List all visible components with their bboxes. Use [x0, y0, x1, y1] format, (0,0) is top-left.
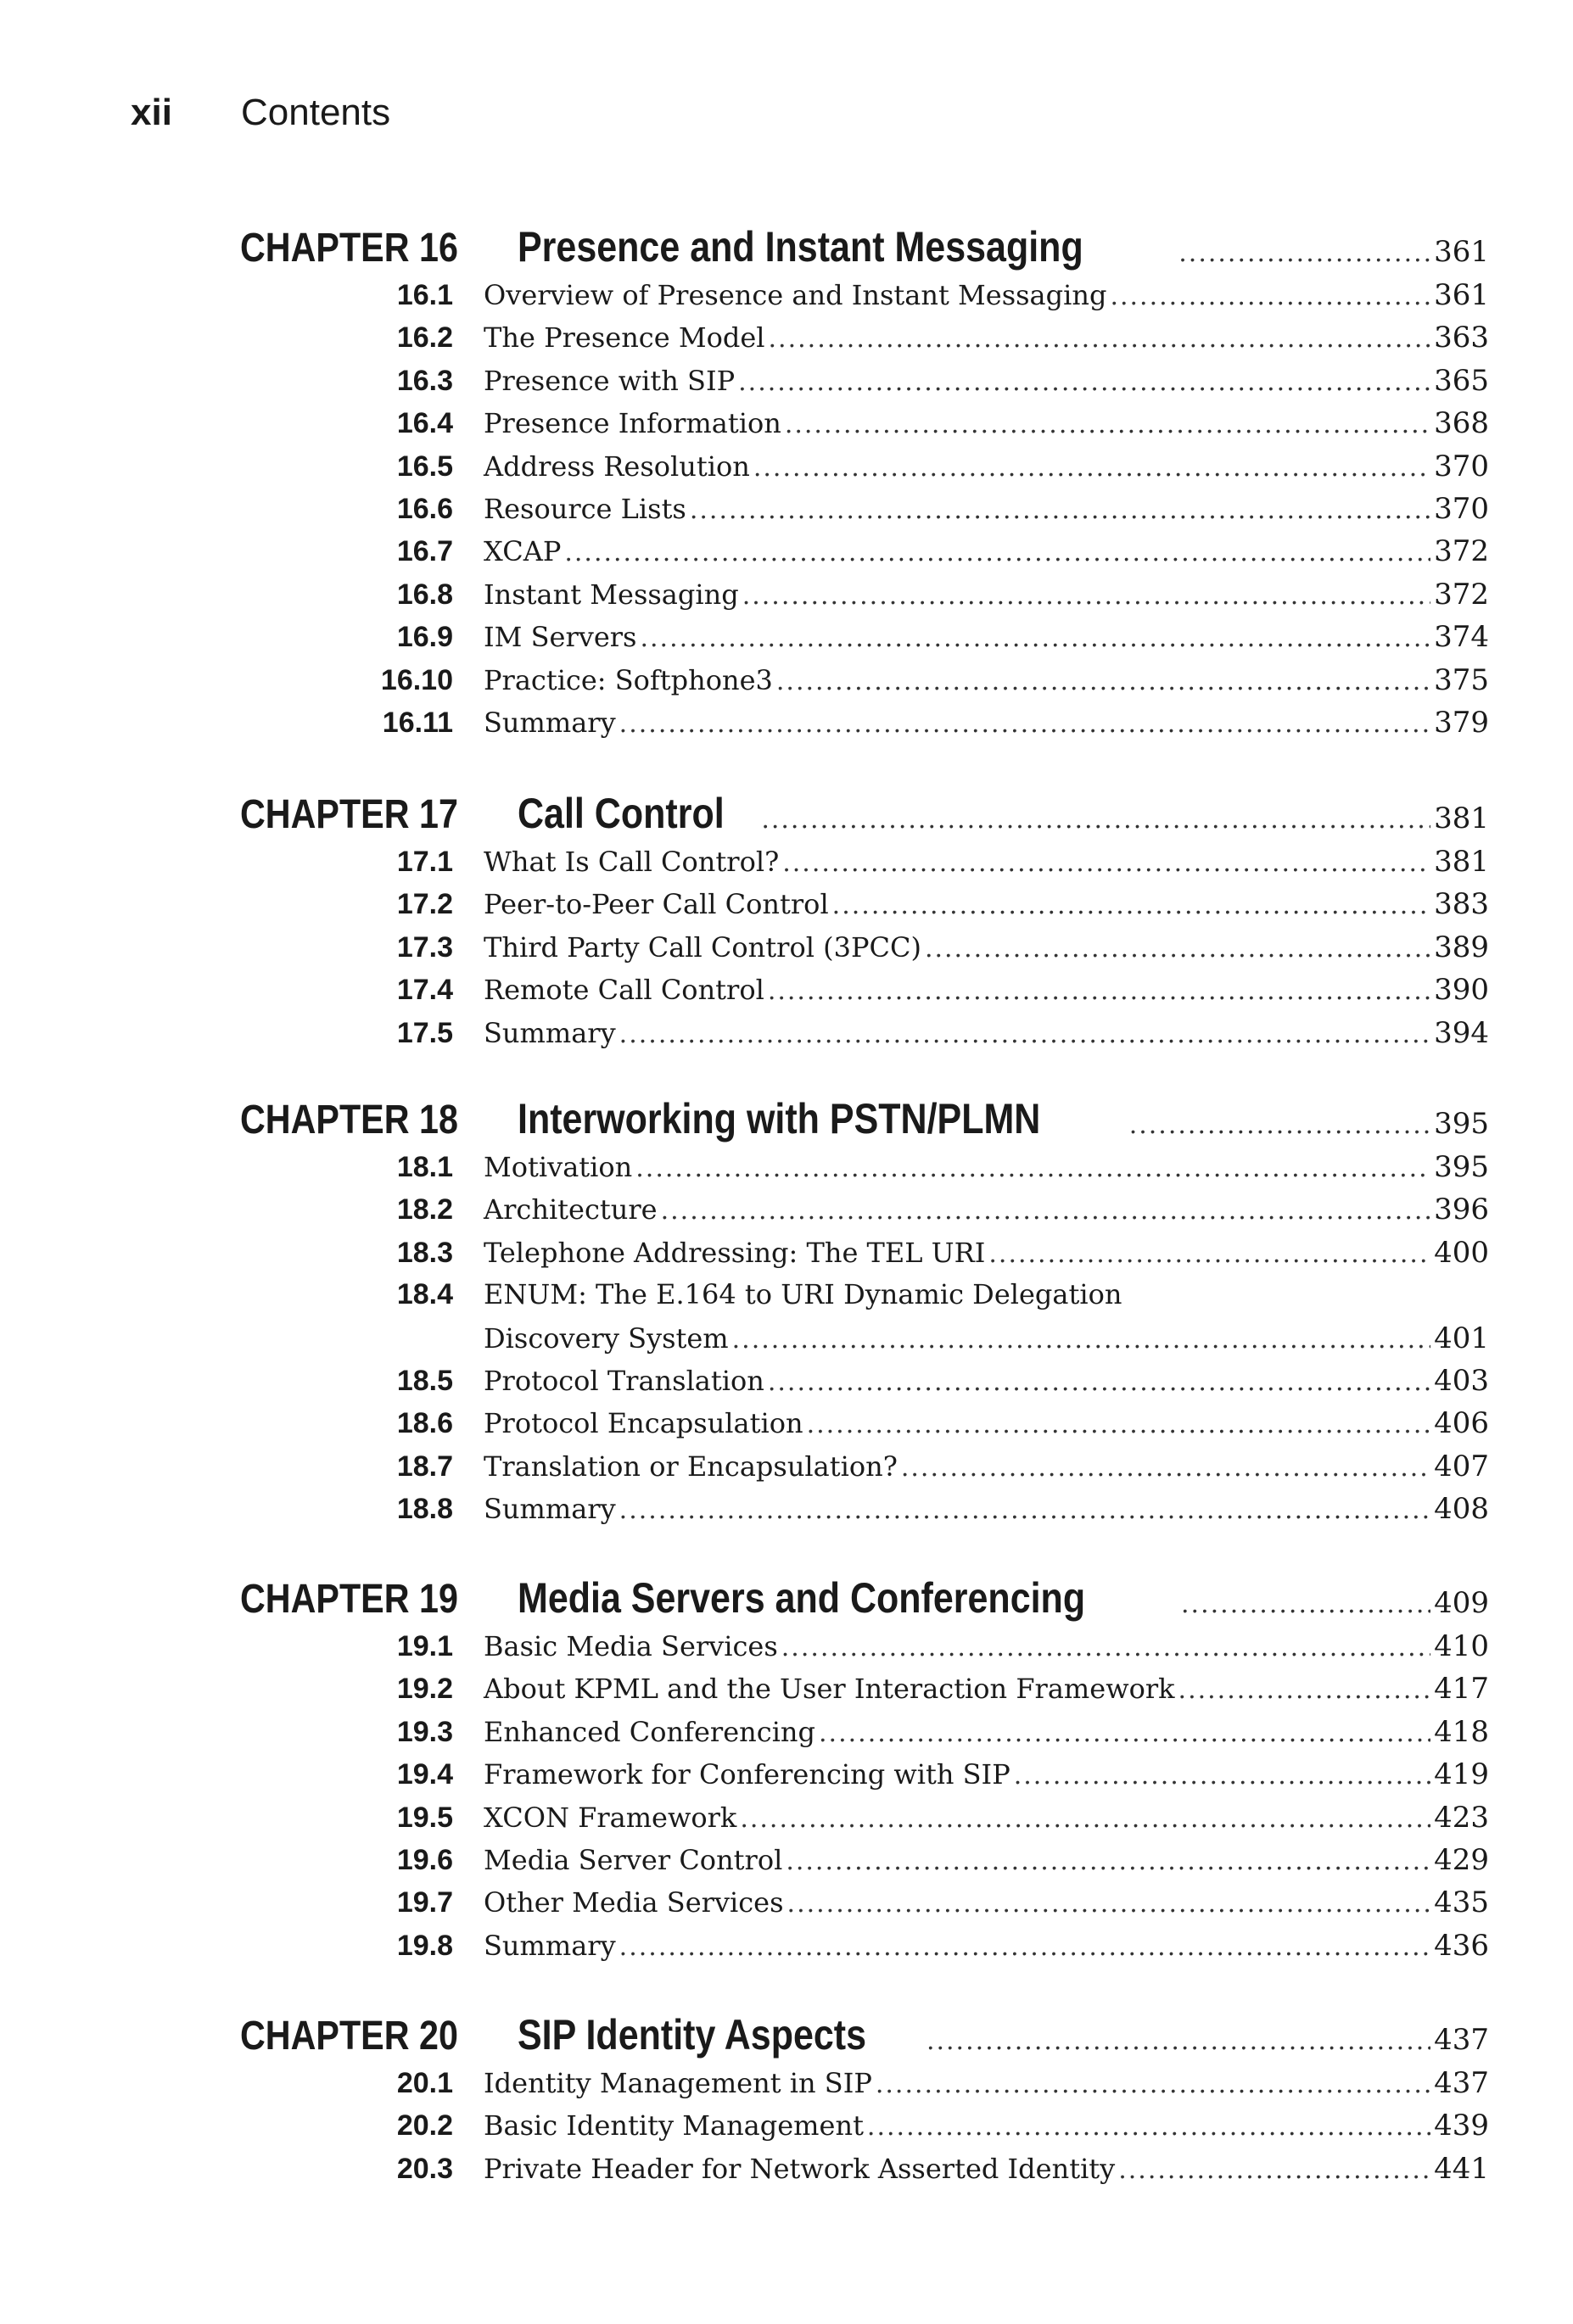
dot-leader	[619, 1020, 1430, 1049]
toc-entry[interactable]	[0, 845, 1489, 879]
chapter-heading[interactable]	[240, 1573, 1489, 1623]
section-title: Instant Messaging	[484, 578, 739, 611]
chapter-label: CHAPTER 20	[240, 2014, 458, 2059]
section-title: The Presence Model	[484, 321, 765, 355]
dot-leader	[619, 1932, 1430, 1962]
toc-entry[interactable]	[0, 1450, 1489, 1483]
section-number: 19.4	[396, 1758, 453, 1791]
chapter-page: 437	[1434, 2023, 1489, 2057]
section-number: 16.3	[396, 364, 453, 397]
chapter-label: CHAPTER 16	[240, 226, 458, 271]
dot-leader	[661, 1196, 1431, 1226]
toc-entry[interactable]	[0, 578, 1489, 612]
toc-entry[interactable]	[0, 1193, 1489, 1226]
section-number: 16.8	[396, 578, 453, 611]
toc-entry[interactable]	[0, 887, 1489, 921]
toc-entry[interactable]	[0, 620, 1489, 654]
section-number: 20.2	[396, 2109, 453, 2142]
dot-leader	[1110, 282, 1430, 311]
section-title: What Is Call Control?	[484, 846, 780, 878]
section-number: 16.5	[396, 450, 453, 483]
toc-entry[interactable]	[0, 1406, 1489, 1440]
section-page: 400	[1434, 1235, 1489, 1270]
section-title: Media Server Control	[484, 1844, 783, 1876]
chapter-label: CHAPTER 19	[240, 1577, 458, 1622]
section-page: 439	[1434, 2109, 1489, 2143]
section-number: 18.5	[396, 1365, 453, 1397]
chapter-title: Presence and Instant Messaging	[518, 223, 1083, 271]
section-title: Summary	[484, 1929, 616, 1962]
section-number: 16.6	[396, 493, 453, 525]
section-page: 390	[1434, 973, 1489, 1008]
dot-leader	[732, 1325, 1430, 1355]
dot-leader	[807, 1410, 1431, 1439]
section-number: 18.2	[396, 1193, 453, 1226]
dot-leader	[1178, 238, 1430, 268]
section-number: 19.3	[396, 1715, 453, 1748]
section-page: 370	[1434, 449, 1489, 483]
section-page: 372	[1434, 534, 1489, 569]
toc-entry[interactable]	[0, 1801, 1489, 1835]
dot-leader	[925, 934, 1430, 964]
section-page: 417	[1434, 1672, 1489, 1707]
section-title: Summary	[484, 1493, 616, 1526]
toc-entry[interactable]	[0, 1150, 1489, 1184]
dot-leader	[867, 2112, 1430, 2142]
dot-leader	[776, 667, 1430, 696]
section-page: 423	[1434, 1800, 1489, 1835]
chapter-heading[interactable]	[240, 1094, 1489, 1143]
section-page: 389	[1434, 930, 1489, 964]
toc-entry[interactable]	[0, 1757, 1489, 1791]
chapter-page: 361	[1434, 235, 1489, 269]
section-page: 435	[1434, 1885, 1489, 1920]
toc-entry[interactable]	[0, 1236, 1489, 1270]
section-page: 370	[1434, 492, 1489, 526]
chapter-heading[interactable]	[240, 2010, 1489, 2059]
section-title: Summary	[484, 1016, 616, 1049]
toc-entry[interactable]	[0, 2109, 1489, 2142]
section-title: Translation or Encapsulation?	[484, 1450, 898, 1483]
toc-entry[interactable]	[0, 534, 1489, 568]
section-page: 394	[1434, 1015, 1489, 1050]
toc-entry-continuation[interactable]	[0, 1321, 1489, 1355]
chapter-title-wrap	[518, 1573, 1489, 1623]
chapter-heading[interactable]	[240, 222, 1489, 271]
toc-entry[interactable]	[0, 706, 1489, 740]
toc-entry[interactable]	[0, 2066, 1489, 2100]
chapter-title: Interworking with PSTN/PLMN	[518, 1095, 1041, 1142]
section-page: 410	[1434, 1629, 1489, 1663]
dot-leader	[768, 976, 1430, 1006]
section-title: Protocol Encapsulation	[484, 1407, 803, 1440]
toc-entry[interactable]	[0, 1364, 1489, 1398]
section-page: 441	[1434, 2151, 1489, 2186]
section-title: Basic Identity Management	[484, 2109, 864, 2142]
dot-leader	[926, 2026, 1430, 2056]
dot-leader	[1129, 1110, 1430, 1140]
section-number: 20.3	[396, 2152, 453, 2185]
chapter-label: CHAPTER 18	[240, 1098, 458, 1142]
section-title: About KPML and the User Interaction Framework	[484, 1673, 1175, 1706]
toc-entry[interactable]	[0, 450, 1489, 483]
section-number: 17.4	[396, 974, 453, 1007]
dot-leader	[782, 848, 1430, 878]
section-title: Telephone Addressing: The TEL URI	[484, 1236, 986, 1269]
section-page: 436	[1434, 1928, 1489, 1963]
chapter-label: CHAPTER 17	[240, 792, 458, 837]
dot-leader	[690, 495, 1430, 525]
chapter-page: 381	[1434, 802, 1489, 835]
running-head	[131, 92, 390, 134]
toc-entry[interactable]	[0, 1278, 1489, 1311]
section-page: 437	[1434, 2066, 1489, 2100]
section-page: 368	[1434, 406, 1489, 441]
section-title: XCON Framework	[484, 1801, 737, 1834]
section-number: 19.2	[396, 1673, 453, 1706]
section-number: 17.5	[396, 1016, 453, 1049]
section-title-continuation: Discovery System	[484, 1321, 729, 1355]
dot-leader	[738, 367, 1430, 397]
chapter-page: 409	[1434, 1586, 1489, 1620]
section-number: 18.8	[396, 1493, 453, 1526]
chapter-title: SIP Identity Aspects	[518, 2011, 867, 2059]
section-number: 20.1	[396, 2067, 453, 2099]
section-page: 374	[1434, 620, 1489, 655]
toc-entry[interactable]	[0, 930, 1489, 964]
chapter-page: 395	[1434, 1107, 1489, 1141]
section-number: 19.1	[396, 1630, 453, 1662]
section-title: Resource Lists	[484, 493, 686, 525]
dot-leader	[761, 805, 1430, 835]
section-title: Enhanced Conferencing	[484, 1715, 816, 1748]
dot-leader	[619, 709, 1430, 739]
dot-leader	[768, 1367, 1430, 1397]
section-title: Other Media Services	[484, 1886, 784, 1919]
dot-leader	[1181, 1589, 1430, 1619]
dot-leader	[769, 324, 1431, 354]
section-page: 407	[1434, 1449, 1489, 1483]
section-page: 401	[1434, 1321, 1489, 1355]
toc-entry[interactable]	[0, 278, 1489, 312]
toc-entry[interactable]	[0, 364, 1489, 398]
section-number: 18.7	[396, 1450, 453, 1483]
toc-entry[interactable]	[0, 973, 1489, 1007]
dot-leader	[564, 538, 1430, 567]
section-number: 19.6	[396, 1844, 453, 1876]
dot-leader	[819, 1718, 1430, 1748]
section-number: 16.7	[396, 535, 453, 568]
dot-leader	[832, 891, 1430, 920]
section-title: XCAP	[484, 535, 562, 568]
toc-entry[interactable]	[0, 1492, 1489, 1526]
dot-leader	[901, 1453, 1430, 1483]
section-title: Address Resolution	[484, 450, 750, 483]
section-page: 406	[1434, 1406, 1489, 1441]
section-page: 365	[1434, 363, 1489, 398]
section-number: 16.11	[382, 707, 453, 739]
dot-leader	[619, 1495, 1430, 1525]
toc-entry[interactable]	[0, 1929, 1489, 1963]
section-page: 419	[1434, 1757, 1489, 1792]
toc-entry[interactable]	[0, 1715, 1489, 1749]
section-page: 363	[1434, 321, 1489, 355]
section-number: 18.4	[396, 1278, 453, 1311]
chapter-title-wrap	[518, 2010, 1489, 2059]
dot-leader	[876, 2070, 1430, 2099]
section-title: Presence Information	[484, 407, 781, 440]
section-title: Third Party Call Control (3PCC)	[484, 930, 921, 964]
chapter-title-wrap	[518, 789, 1489, 838]
dot-leader	[785, 410, 1430, 439]
chapter-title-wrap	[518, 222, 1489, 271]
section-title: Motivation	[484, 1151, 633, 1183]
section-number: 16.4	[396, 407, 453, 440]
section-number: 17.2	[396, 888, 453, 921]
section-title: Summary	[484, 707, 616, 739]
dot-leader	[635, 1154, 1430, 1183]
toc-entry[interactable]	[0, 321, 1489, 355]
toc-entry[interactable]	[0, 1672, 1489, 1706]
section-number: 16.9	[396, 621, 453, 654]
section-number: 18.3	[396, 1236, 453, 1269]
dot-leader	[753, 453, 1430, 483]
section-page: 408	[1434, 1492, 1489, 1527]
dot-leader	[1118, 2155, 1430, 2185]
section-page: 418	[1434, 1714, 1489, 1749]
section-page: 403	[1434, 1364, 1489, 1398]
section-page: 395	[1434, 1150, 1489, 1184]
section-title: ENUM: The E.164 to URI Dynamic Delegation	[484, 1278, 1122, 1311]
dot-leader	[1014, 1761, 1430, 1790]
page-number: xii	[131, 92, 172, 133]
section-page: 361	[1434, 278, 1489, 312]
section-number: 18.6	[396, 1407, 453, 1440]
toc-entry[interactable]	[0, 2152, 1489, 2186]
section-title: IM Servers	[484, 621, 637, 654]
section-title: Remote Call Control	[484, 974, 764, 1007]
section-title: Framework for Conferencing with SIP	[484, 1758, 1010, 1791]
section-page: 429	[1434, 1843, 1489, 1877]
dot-leader	[781, 1633, 1430, 1662]
dot-leader	[640, 623, 1430, 653]
section-title: Protocol Translation	[484, 1365, 764, 1397]
chapter-title: Media Servers and Conferencing	[518, 1574, 1086, 1622]
dot-leader	[988, 1239, 1430, 1269]
section-page: 375	[1434, 662, 1489, 697]
section-number: 19.7	[396, 1886, 453, 1919]
toc-entry[interactable]	[0, 663, 1489, 697]
section-number: 18.1	[396, 1151, 453, 1183]
toc-entry[interactable]	[0, 406, 1489, 440]
section-number: 19.8	[396, 1929, 453, 1962]
toc-entry[interactable]	[0, 1016, 1489, 1050]
dot-leader	[787, 1889, 1431, 1919]
dot-leader	[1178, 1675, 1431, 1705]
chapter-title-wrap	[518, 1094, 1489, 1143]
chapter-title: Call Control	[518, 790, 725, 837]
section-title: Identity Management in SIP	[484, 2067, 872, 2099]
section-title: Peer-to-Peer Call Control	[484, 888, 829, 921]
section-title: Practice: Softphone3	[484, 663, 773, 696]
section-title: Basic Media Services	[484, 1630, 778, 1662]
toc-entry[interactable]	[0, 1843, 1489, 1877]
section-number: 16.1	[396, 279, 453, 311]
section-page: 379	[1434, 706, 1489, 740]
chapter-heading[interactable]	[240, 789, 1489, 838]
section-page: 372	[1434, 577, 1489, 612]
running-head-title: Contents	[241, 92, 391, 133]
section-number: 17.3	[396, 930, 453, 964]
section-title: Private Header for Network Asserted Identity	[484, 2152, 1116, 2185]
section-page: 381	[1434, 845, 1489, 879]
section-number: 16.10	[380, 663, 453, 696]
section-number: 19.5	[396, 1801, 453, 1834]
toc-entry[interactable]	[0, 492, 1489, 526]
section-page: 383	[1434, 887, 1489, 922]
section-title: Overview of Presence and Instant Messaging	[484, 279, 1107, 311]
section-number: 16.2	[396, 321, 453, 355]
toc-entry[interactable]	[0, 1885, 1489, 1919]
dot-leader	[740, 1804, 1430, 1834]
section-title: Architecture	[484, 1193, 658, 1226]
section-page: 396	[1434, 1193, 1489, 1227]
dot-leader	[786, 1846, 1430, 1876]
dot-leader	[742, 581, 1430, 611]
section-number: 17.1	[396, 846, 453, 878]
toc-entry[interactable]	[0, 1629, 1489, 1663]
section-title: Presence with SIP	[484, 364, 736, 397]
